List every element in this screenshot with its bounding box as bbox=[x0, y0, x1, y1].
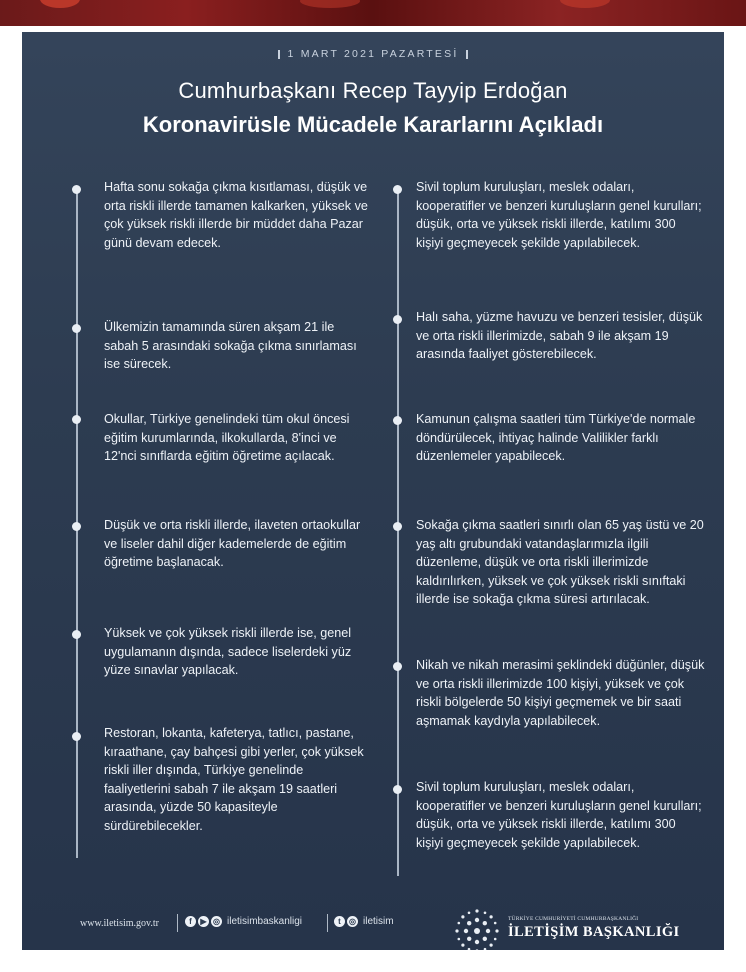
logo-subtitle: TÜRKİYE CUMHURİYETİ CUMHURBAŞKANLIĞI bbox=[508, 916, 639, 922]
institution-logo-icon bbox=[454, 908, 500, 950]
footer bbox=[22, 894, 724, 950]
decision-item: Halı saha, yüzme havuzu ve benzeri tesisler, düşük ve orta riskli illerimizde, sabah 9 ile akşam 19 arasında faaliyet gösterebilecek. bbox=[416, 310, 703, 362]
timeline-dot bbox=[72, 522, 81, 531]
logo-title: İLETİŞİM BAŞKANLIĞI bbox=[508, 924, 680, 940]
timeline-dot bbox=[393, 185, 402, 194]
date-rule-right bbox=[466, 50, 468, 59]
decision-item: Ülkemizin tamamında süren akşam 21 ile sabah 5 arasındaki sokağa çıkma sınırlaması ise sürecek. bbox=[104, 320, 357, 372]
timeline-dot bbox=[72, 732, 81, 741]
timeline-dot bbox=[72, 630, 81, 639]
instagram-icon[interactable]: ◎ bbox=[347, 916, 358, 927]
decision-item: Düşük ve orta riskli illerde, ilaveten ortaokullar ve liseler dahil diğer kademelerde de eğitim öğretime başlanacak. bbox=[104, 518, 361, 570]
decision-item: Restoran, lokanta, kafeterya, tatlıcı, pastane, kıraathane, çay bahçesi gibi yerler, çok yüksek riskli iller dışında, Türkiye genelinde faaliyetlerini sabah 7 ile akşam 19 saatleri arasında, yüzde 50 kapasiteyle sürdürebilecekler. bbox=[104, 726, 364, 833]
social-handle-primary[interactable]: iletisimbaskanligi bbox=[227, 916, 303, 927]
website-link[interactable]: www.iletisim.gov.tr bbox=[80, 918, 159, 929]
timeline-dot bbox=[72, 324, 81, 333]
timeline-dot bbox=[393, 416, 402, 425]
strip-decoration bbox=[300, 0, 360, 8]
date-rule-left bbox=[278, 50, 280, 59]
title-line-1: Cumhurbaşkanı Recep Tayyip Erdoğan bbox=[178, 78, 568, 103]
youtube-icon[interactable]: ▶ bbox=[198, 916, 209, 927]
social-handle-secondary[interactable]: iletisim bbox=[363, 916, 394, 927]
decision-item: Yüksek ve çok yüksek riskli illerde ise, genel uygulamanın dışında, sadece liselerdeki yüz yüze sınavlar yapılacak. bbox=[104, 626, 352, 678]
decision-item: Kamunun çalışma saatleri tüm Türkiye'de normale döndürülecek, ihtiyaç halinde Valilikler farklı düzenlemeler yapabilecek. bbox=[416, 412, 696, 464]
timeline-dot bbox=[393, 662, 402, 671]
facebook-icon[interactable]: f bbox=[185, 916, 196, 927]
announcement-poster bbox=[22, 30, 724, 950]
decision-item: Sivil toplum kuruluşları, meslek odaları, kooperatifler ve benzeri kuruluşların genel kurulları; düşük, orta ve yüksek riskli illerde, katılımı 300 kişiyi geçmeyecek şekilde yapılabilecek. bbox=[416, 180, 702, 250]
decision-item: Okullar, Türkiye genelindeki tüm okul öncesi eğitim kurumlarında, ilkokullarda, 8'inci ve 12'nci sınıflarda eğitim öğretime açılacak. bbox=[104, 412, 350, 464]
date-line bbox=[22, 48, 724, 60]
strip-decoration bbox=[40, 0, 80, 8]
decision-item: Sokağa çıkma saatleri sınırlı olan 65 yaş üstü ve 20 yaş altı grubundaki vatandaşlarımızla ilgili düzenleme, düşük ve orta riskli illerimizde kaldırılırken, yüksek ve çok yüksek riskli sınıftaki illerde ise sokağa çıkma süresi artırılacak. bbox=[416, 518, 704, 607]
footer-divider bbox=[327, 914, 328, 932]
title-line-2: Koronavirüsle Mücadele Kararlarını Açıkladı bbox=[142, 112, 604, 137]
timeline-dot bbox=[72, 185, 81, 194]
instagram-icon[interactable]: ◎ bbox=[211, 916, 222, 927]
social-links-primary[interactable] bbox=[185, 916, 302, 927]
top-photo-strip bbox=[0, 0, 746, 26]
strip-decoration bbox=[560, 0, 610, 8]
social-links-secondary[interactable] bbox=[334, 916, 394, 927]
decision-item: Hafta sonu sokağa çıkma kısıtlaması, düşük ve orta riskli illerde tamamen kalkarken, yüksek ve çok yüksek riskli illerde bir müddet daha Pazar günü devam edecek. bbox=[104, 180, 368, 250]
right-timeline-line bbox=[397, 186, 399, 876]
timeline-dot bbox=[393, 522, 402, 531]
timeline-dot bbox=[393, 315, 402, 324]
date-text: 1 MART 2021 PAZARTESİ bbox=[287, 48, 459, 60]
footer-divider bbox=[177, 914, 178, 932]
decision-item: Nikah ve nikah merasimi şeklindeki düğünler, düşük ve orta riskli illerimizde 100 kişiyi, yüksek ve çok riskli bölgelerde 50 kişiyi geçmemek ve bir saati aşmamak kaydıyla yapılabilecek. bbox=[416, 658, 705, 728]
twitter-icon[interactable]: t bbox=[334, 916, 345, 927]
timeline-dot bbox=[72, 415, 81, 424]
decision-item: Sivil toplum kuruluşları, meslek odaları, kooperatifler ve benzeri kuruluşların genel kurulları; düşük, orta ve yüksek riskli illerde, katılımı 300 kişiyi geçmeyecek şekilde yapılabilecek. bbox=[416, 780, 702, 850]
timeline-dot bbox=[393, 785, 402, 794]
